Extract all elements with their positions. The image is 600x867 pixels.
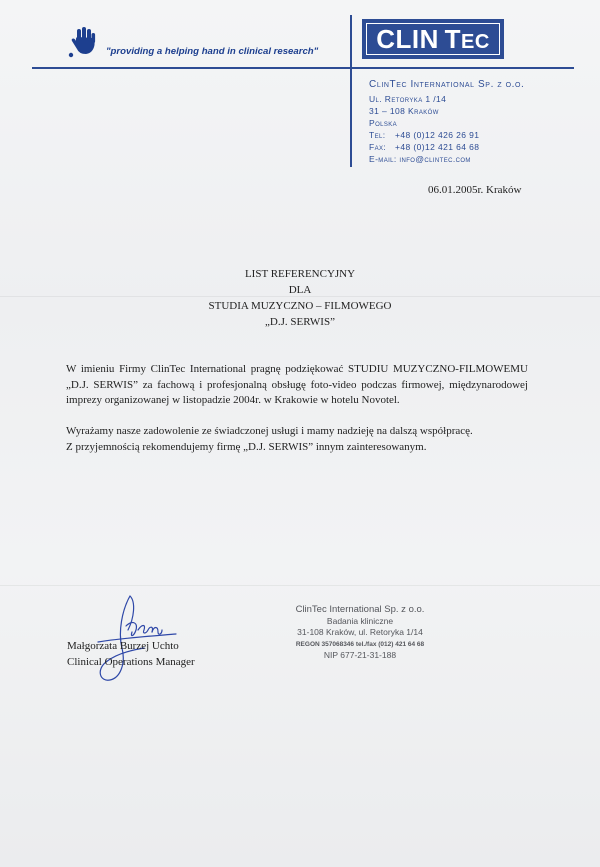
body-line-3: Z przyjemnością rekomendujemy firmę „D.J. SERWIS” innym zainteresowanym. xyxy=(66,441,427,453)
stamp-line-3: 31-108 Kraków, ul. Retoryka 1/14 xyxy=(297,627,423,637)
title-line-4: „D.J. SERWIS” xyxy=(265,316,335,328)
company-tel xyxy=(369,130,480,140)
logo-text-ec: EC xyxy=(460,30,490,53)
paper-fold xyxy=(0,585,600,586)
title-line-1: LIST REFERENCYJNY xyxy=(244,268,356,280)
company-street: Ul. Retoryka 1 /14 xyxy=(369,94,447,104)
company-country: Polska xyxy=(369,118,398,128)
stamp-line-5: NIP 677-21-31-188 xyxy=(323,650,397,660)
title-line-2: DLA xyxy=(288,284,312,296)
handwritten-signature xyxy=(92,590,182,685)
signatory-role: Clinical Operations Manager xyxy=(67,656,195,668)
title-line-3: STUDIA MUZYCZNO – FILMOWEGO xyxy=(208,300,392,312)
letter-date: 06.01.2005r. Kraków xyxy=(428,184,522,196)
fax-label: Fax: xyxy=(369,142,387,152)
logo-text-t: T xyxy=(444,23,461,54)
letterhead-horizontal-rule xyxy=(32,67,574,69)
body-line-2: Wyrażamy nasze zadowolenie ze świadczonej usługi i mamy nadzieję na dalszą współpracę. xyxy=(66,425,473,437)
body-paragraph-1: W imieniu Firmy ClinTec International pragnę podziękować STUDIU MUZYCZNO-FILMOWEMU „D.J. SERWIS” za fachową i profesjonalną obsługę foto-video podczas firmowej, międzynarodowej imprezy organizowanej w listopadzie 2004r. w Krakowie w hotelu Novotel. xyxy=(66,363,528,406)
stamp-line-1: ClinTec International Sp. z o.o. xyxy=(295,604,425,615)
company-city: 31 – 108 Kraków xyxy=(369,106,439,116)
letterhead-vertical-rule xyxy=(350,15,352,167)
company-stamp xyxy=(280,604,440,662)
stamp-line-4: REGON 357068346 tel./fax (012) 421 64 68 xyxy=(295,640,425,648)
signatory-name: Małgorzata Burzej Uchto xyxy=(67,640,179,652)
tel-value: +48 (0)12 426 26 91 xyxy=(395,130,480,140)
company-fax xyxy=(369,142,480,152)
company-email: E-mail: info@clintec.com xyxy=(369,154,471,164)
company-name: ClinTec International Sp. z o.o. xyxy=(369,79,525,90)
stamp-line-2: Badania kliniczne xyxy=(326,615,394,626)
paper-fold xyxy=(0,296,600,297)
logo-text-clin: CLIN xyxy=(376,23,439,54)
company-tagline: "providing a helping hand in clinical research" xyxy=(106,46,319,57)
clintec-logo xyxy=(362,19,504,59)
fax-value: +48 (0)12 421 64 68 xyxy=(395,142,480,152)
helping-hand-logo-icon xyxy=(66,25,100,59)
tel-label: Tel: xyxy=(369,130,386,140)
